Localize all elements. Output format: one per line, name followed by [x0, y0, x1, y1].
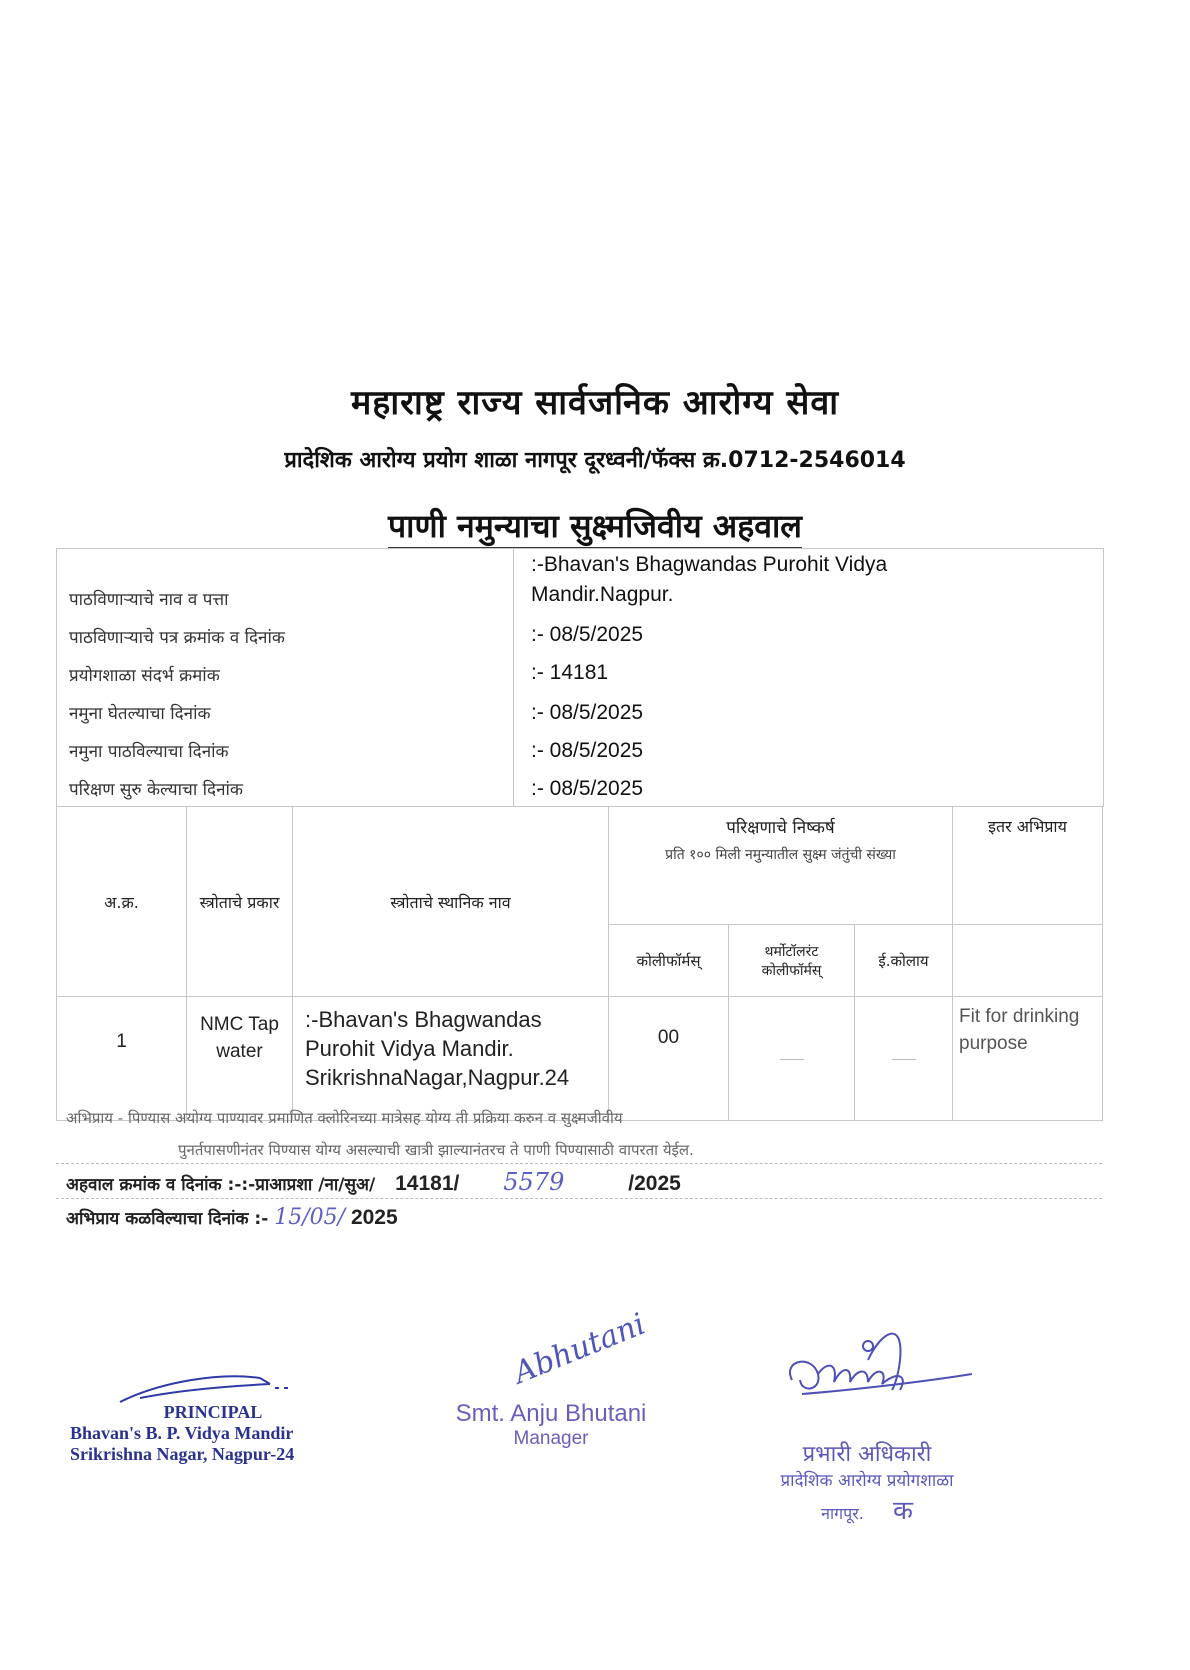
org-heading: महाराष्ट्र राज्य सार्वजनिक आरोग्य सेवा: [350, 383, 840, 423]
officer-signature: [772, 1320, 982, 1416]
sender-name-value: :-Bhavan's Bhagwandas Purohit Vidya: [531, 553, 888, 576]
row-source-type: NMC Tap water: [187, 997, 293, 1121]
officer-city: नागपूर.: [821, 1504, 864, 1523]
sample-sent-label: नमुना पाठविल्याचा दिनांक: [69, 742, 229, 762]
empty-dash: [780, 1059, 804, 1060]
thermotolerant-header: थर्मोटॉलरंट कोलीफॉर्मस्: [729, 925, 855, 997]
report-title: [0, 504, 1190, 547]
officer-stamp: [742, 1438, 992, 1527]
findings-title: परिक्षणाचे निष्कर्ष: [726, 818, 835, 838]
info-divider: [513, 549, 514, 807]
remarks-subheader-blank: [953, 925, 1103, 997]
communicated-date-line: [66, 1205, 398, 1230]
manager-signature: Abhutani: [508, 1306, 651, 1391]
coliforms-header: कोलीफॉर्मस्: [609, 925, 729, 997]
principal-school: Bhavan's B. P. Vidya Mandir: [70, 1423, 294, 1443]
report-number-label: अहवाल क्रमांक व दिनांक :-:-प्राआप्रशा /ना/सुअ/: [66, 1175, 376, 1195]
letter-date-value: :- 08/5/2025: [531, 623, 644, 646]
sample-taken-label: नमुना घेतल्याचा दिनांक: [69, 704, 211, 724]
principal-address: Srikrishna Nagar, Nagpur-24: [70, 1444, 295, 1464]
note-line-1: अभिप्राय - पिण्यास अयोग्य पाण्यावर प्रमाणित क्लोरिनच्या मात्रेसह योग्य ती प्रक्रिया करुन व सुक्ष्मजीवीय: [66, 1109, 623, 1127]
sample-info-block: [56, 548, 1104, 807]
empty-dash: [892, 1059, 916, 1060]
local-name-header: स्त्रोताचे स्थानिक नाव: [293, 807, 609, 997]
ecoli-header: ई.कोलाय: [855, 925, 953, 997]
officer-mark: क: [892, 1496, 913, 1526]
report-year: /2025: [628, 1172, 681, 1195]
communicated-label: अभिप्राय कळविल्याचा दिनांक :-: [66, 1209, 269, 1229]
lab-ref-label: प्रयोगशाळा संदर्भ क्रमांक: [69, 666, 220, 686]
lab-heading: प्रादेशिक आरोग्य प्रयोग शाळा नागपूर दूरध्वनी/फॅक्स क्र.0712-2546014: [284, 448, 906, 473]
note-line-2: पुनर्तपासणीनंतर पिण्यास योग्य असल्याची खात्री झाल्यानंतरच ते पाणी पिण्यासाठी वापरता येईल.: [178, 1141, 694, 1159]
manager-role: Manager: [513, 1428, 589, 1449]
manager-stamp: [426, 1400, 676, 1450]
letter-date-label: पाठविणाऱ्याचे पत्र क्रमांक व दिनांक: [69, 628, 285, 648]
officer-city-line: [742, 1491, 992, 1527]
sender-name-value-2: Mandir.Nagpur.: [531, 583, 674, 606]
row-coliforms: 00: [609, 997, 729, 1121]
divider-line: [56, 1198, 1102, 1199]
lab-ref-value: :- 14181: [531, 661, 609, 684]
report-handwritten-number: 5579: [503, 1168, 565, 1196]
findings-header: [609, 807, 953, 925]
officer-lab: प्रादेशिक आरोग्य प्रयोगशाळा: [780, 1471, 954, 1491]
row-remarks: Fit for drinking purpose: [953, 997, 1103, 1121]
communicated-handwritten-date: 15/05/: [274, 1205, 346, 1230]
results-table: [56, 806, 1103, 1121]
officer-role: प्रभारी अधिकारी: [802, 1442, 932, 1467]
row-local-name: :-Bhavan's Bhagwandas Purohit Vidya Mandir. SrikrishnaNagar,Nagpur.24: [293, 997, 609, 1121]
other-remarks-header: इतर अभिप्राय: [953, 807, 1103, 925]
findings-subtitle: प्रति १०० मिली नमुन्यातील सुक्ष्म जंतुंची संख्या: [665, 847, 896, 863]
principal-stamp: [68, 1402, 358, 1465]
report-number: 14181/: [395, 1172, 460, 1195]
communicated-year: 2025: [350, 1206, 398, 1229]
test-start-value: :- 08/5/2025: [531, 777, 644, 800]
report-title-text: पाणी नमुन्याचा सुक्ष्मजिवीय अहवाल: [388, 507, 802, 549]
remarks-note: [66, 1102, 1096, 1166]
sample-taken-value: :- 08/5/2025: [531, 701, 644, 724]
sr-header: अ.क्र.: [57, 807, 187, 997]
row-sr: 1: [57, 997, 187, 1121]
principal-title: PRINCIPAL: [163, 1402, 263, 1422]
divider-line: [56, 1163, 1102, 1164]
sample-sent-value: :- 08/5/2025: [531, 739, 644, 762]
test-start-label: परिक्षण सुरु केल्याचा दिनांक: [69, 780, 243, 800]
source-type-header: स्त्रोताचे प्रकार: [187, 807, 293, 997]
header-row-1: [57, 807, 1103, 925]
report-number-line: [66, 1168, 681, 1196]
manager-name: Smt. Anju Bhutani: [455, 1400, 647, 1427]
sender-name-label: पाठविणाऱ्याचे नाव व पत्ता: [69, 590, 229, 610]
